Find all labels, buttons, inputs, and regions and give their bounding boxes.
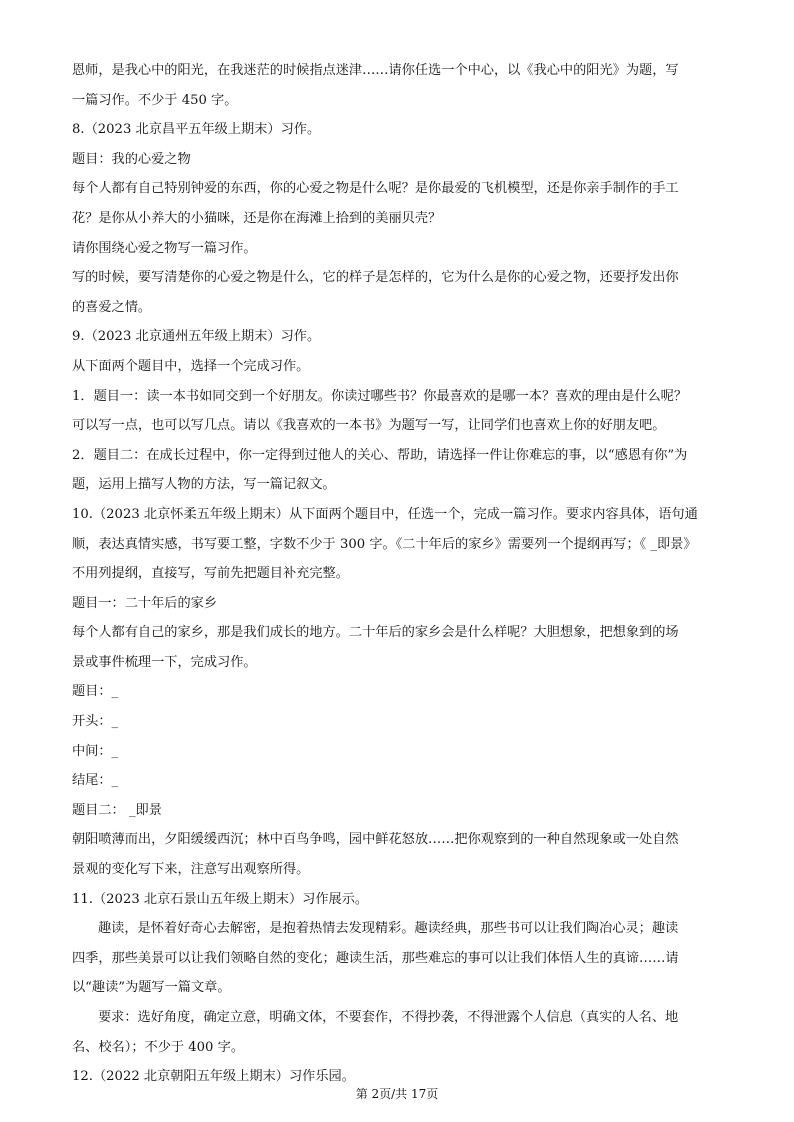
text-line: 一篇习作。不少于 450 字。 bbox=[72, 92, 238, 108]
text-line: 题目二： _即景 bbox=[72, 802, 162, 818]
outline-field: 结尾：_ bbox=[72, 773, 119, 789]
text-line: 名、校名）；不少于 400 字。 bbox=[72, 1039, 245, 1055]
text-line: 可以写一点，也可以写几点。请以《我喜欢的一本书》为题写一写，让同学们也喜欢上你的好朋友吧。 bbox=[72, 418, 666, 434]
text-line: 景观的变化写下来，注意写出观察所得。 bbox=[72, 862, 310, 878]
text-line: 每个人都有自己特别钟爱的东西，你的心爱之物是什么呢？是你最爱的飞机模型，还是你亲手制作的手工 bbox=[72, 181, 679, 197]
question-heading: 11.（2023 北京石景山五年级上期末）习作展示。 bbox=[72, 891, 369, 907]
outline-field: 中间：_ bbox=[72, 743, 119, 759]
text-line: 顺，表达真情实感，书写要工整，字数不少于 300 字。《二十年后的家乡》需要列一个提纲再写；《 _即景》 bbox=[72, 536, 697, 552]
question-heading: 10.（2023 北京怀柔五年级上期末）从下面两个题目中，任选一个，完成一篇习作。要求内容具体，语句通 bbox=[72, 506, 698, 522]
text-line: 景或事件梳理一下，完成习作。 bbox=[72, 654, 257, 670]
text-line: 四季，那些美景可以让我们领略自然的变化；趣读生活，那些难忘的事可以让我们体悟人生的真谛……请 bbox=[72, 950, 679, 966]
text-line: 以“趣读”为题写一篇文章。 bbox=[72, 980, 231, 996]
text-line: 趣读，是怀着好奇心去解密，是抱着热情去发现精彩。趣读经典，那些书可以让我们陶冶心灵；趣读 bbox=[98, 921, 679, 937]
document-body bbox=[72, 56, 732, 1092]
text-line: 写的时候，要写清楚你的心爱之物是什么，它的样子是怎样的，它为什么是你的心爱之物，还要抒发出你 bbox=[72, 270, 679, 286]
text-line: 请你围绕心爱之物写一篇习作。 bbox=[72, 240, 257, 256]
page-number: 第 2页/共 17页 bbox=[355, 1087, 439, 1101]
text-line: 题目一：二十年后的家乡 bbox=[72, 595, 218, 611]
question-heading: 12.（2022 北京朝阳五年级上期末）习作乐园。 bbox=[72, 1069, 355, 1085]
outline-field: 题目：_ bbox=[72, 684, 119, 700]
question-heading: 9.（2023 北京通州五年级上期末）习作。 bbox=[72, 329, 321, 345]
text-line: 花？是你从小养大的小猫咪，还是你在海滩上拾到的美丽贝壳？ bbox=[72, 210, 442, 226]
text-line: 2．题目二：在成长过程中，你一定得到过他人的关心、帮助，请选择一件让你难忘的事，以“感恩有你”为 bbox=[72, 447, 688, 463]
text-line: 每个人都有自己的家乡，那是我们成长的地方。二十年后的家乡会是什么样呢？大胆想象，把想象到的场 bbox=[72, 625, 679, 641]
text-line: 要求：选好角度，确定立意，明确文体，不要套作，不得抄袭，不得泄露个人信息（真实的人名、地 bbox=[98, 1010, 679, 1025]
question-heading: 8.（2023 北京昌平五年级上期末）习作。 bbox=[72, 122, 321, 138]
text-line: 恩师，是我心中的阳光，在我迷茫的时候指点迷津……请你任选一个中心，以《我心中的阳光》为题，写 bbox=[72, 63, 679, 78]
text-line: 题，运用上描写人物的方法，写一篇记叙文。 bbox=[72, 477, 336, 493]
text-line: 不用列提纲，直接写，写前先把题目补充完整。 bbox=[72, 566, 349, 582]
text-line: 从下面两个题目中，选择一个完成习作。 bbox=[72, 358, 310, 374]
text-line: 朝阳喷薄而出，夕阳缓缓西沉；林中百鸟争鸣，园中鲜花怒放……把你观察到的一种自然现象或一处自然 bbox=[72, 832, 679, 848]
text-line: 题目：我的心爱之物 bbox=[72, 151, 191, 167]
text-line: 1．题目一：读一本书如同交到一个好朋友。你读过哪些书？你最喜欢的是哪一本？喜欢的理由是什么呢？ bbox=[72, 388, 688, 404]
text-line: 的喜爱之情。 bbox=[72, 299, 152, 315]
outline-field: 开头：_ bbox=[72, 714, 119, 730]
